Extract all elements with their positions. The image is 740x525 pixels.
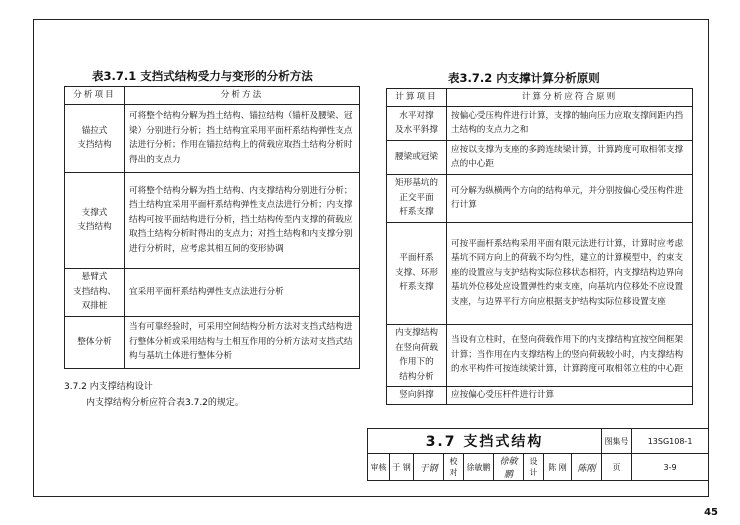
design-signature: 陈刚 bbox=[572, 454, 602, 481]
method-cell: 应按以支撑为支座的多跨连续梁计算，计算跨度可取相邻支撑点的中心距 bbox=[447, 140, 693, 174]
page-code: 3-9 bbox=[632, 454, 709, 481]
title-block bbox=[367, 428, 709, 481]
table2-caption: 表3.7.2 内支撑计算分析原则 bbox=[448, 71, 600, 85]
section-text: 内支撑结构分析应符合表3.7.2的规定。 bbox=[86, 398, 244, 408]
table-header-row bbox=[387, 89, 693, 107]
table-row bbox=[65, 268, 360, 316]
table-header-row bbox=[65, 87, 360, 105]
item-cell: 整体分析 bbox=[65, 316, 125, 368]
method-cell: 宜采用平面杆系结构弹性支点法进行分析 bbox=[125, 268, 360, 316]
method-cell: 可将整个结构分解为挡土结构、锚拉结构（锚杆及腰梁、冠梁）分别进行分析；挡土结构宜采用平面杆系结构弹性支点法进行分析；作用在锚拉结构上的荷载应取挡土结构分析时得出的支点力 bbox=[125, 104, 360, 172]
table1-caption: 表3.7.1 支挡式结构受力与变形的分析方法 bbox=[92, 69, 313, 83]
check-signature: 徐敏鹏 bbox=[494, 454, 524, 481]
review-label: 审核 bbox=[368, 454, 390, 481]
column-header: 分析方法 bbox=[125, 87, 360, 105]
table-row bbox=[387, 106, 693, 140]
method-cell: 可将整个结构分解为挡土结构、内支撑结构分别进行分析；挡土结构宜采用平面杆系结构弹性支点法进行分析；内支撑结构可按平面结构进行分析，挡土结构传至内支撑的荷载应取挡土结构分析时得出的支点力；对挡土结构和内支撑分别进行分析时，应考虑其相互间的变形协调 bbox=[125, 172, 360, 268]
check-label: 校对 bbox=[444, 454, 464, 481]
design-name: 陈 刚 bbox=[544, 454, 572, 481]
atlas-label: 图集号 bbox=[602, 429, 632, 454]
item-cell: 腰梁或冠梁 bbox=[387, 140, 447, 174]
table-row bbox=[387, 140, 693, 174]
column-header: 计算分析应符合原则 bbox=[447, 89, 693, 107]
section-heading: 3.7.2 内支撑结构设计 bbox=[64, 382, 153, 392]
table-row bbox=[65, 104, 360, 172]
method-cell: 当有可靠经验时，可采用空间结构分析方法对支挡式结构进行整体分析或采用结构与土相互作用的分析方法对支挡式结构与基坑土体进行整体分析 bbox=[125, 316, 360, 368]
method-cell: 当设有立柱时，在竖向荷载作用下的内支撑结构宜按空间框架计算；当作用在内支撑结构上的竖向荷载较小时，内支撑结构的水平构件可按连续梁计算，计算跨度可取相邻立柱的中心距 bbox=[447, 324, 693, 386]
table-row bbox=[65, 172, 360, 268]
table-row bbox=[65, 316, 360, 368]
check-name: 徐敏鹏 bbox=[464, 454, 494, 481]
analysis-methods-table bbox=[64, 86, 360, 369]
method-cell: 应按偏心受压杆件进行计算 bbox=[447, 386, 693, 404]
table-row bbox=[387, 386, 693, 404]
column-header: 计算项目 bbox=[387, 89, 447, 107]
page-number: 45 bbox=[704, 507, 718, 518]
item-cell: 矩形基坑的 正交平面 杆系支撑 bbox=[387, 174, 447, 222]
item-cell: 平面杆系 支撑、环形 杆系支撑 bbox=[387, 222, 447, 324]
support-calculation-table bbox=[386, 88, 693, 405]
item-cell: 水平对撑 及水平斜撑 bbox=[387, 106, 447, 140]
page-label: 页 bbox=[602, 454, 632, 481]
table-row bbox=[387, 222, 693, 324]
column-header: 分析项目 bbox=[65, 87, 125, 105]
drawing-title: 3.7 支挡式结构 bbox=[368, 429, 602, 454]
review-name: 于 钢 bbox=[390, 454, 414, 481]
design-label: 设计 bbox=[524, 454, 544, 481]
table-row bbox=[387, 324, 693, 386]
item-cell: 锚拉式 支挡结构 bbox=[65, 104, 125, 172]
method-cell: 可分解为纵横两个方向的结构单元，并分别按偏心受压构件进行计算 bbox=[447, 174, 693, 222]
item-cell: 内支撑结构 在竖向荷载 作用下的 结构分析 bbox=[387, 324, 447, 386]
item-cell: 竖向斜撑 bbox=[387, 386, 447, 404]
method-cell: 可按平面杆系结构采用平面有限元法进行计算，计算时应考虑基坑不同方向上的荷载不均匀性，建立的计算模型中，约束支座的设置应与支护结构实际位移状态相符，内支撑结构边界向基坑外位移处应设置弹性约束支座，向基坑内位移处不应设置支座，与边界平行方向应根据支护结构实际位移设置支座 bbox=[447, 222, 693, 324]
item-cell: 悬臂式 支挡结构、 双排桩 bbox=[65, 268, 125, 316]
item-cell: 支撑式 支挡结构 bbox=[65, 172, 125, 268]
table-row bbox=[387, 174, 693, 222]
atlas-number: 13SG108-1 bbox=[632, 429, 709, 454]
review-signature: 于钢 bbox=[414, 454, 444, 481]
method-cell: 按偏心受压构件进行计算，支撑的轴向压力应取支撑间距内挡土结构的支点力之和 bbox=[447, 106, 693, 140]
